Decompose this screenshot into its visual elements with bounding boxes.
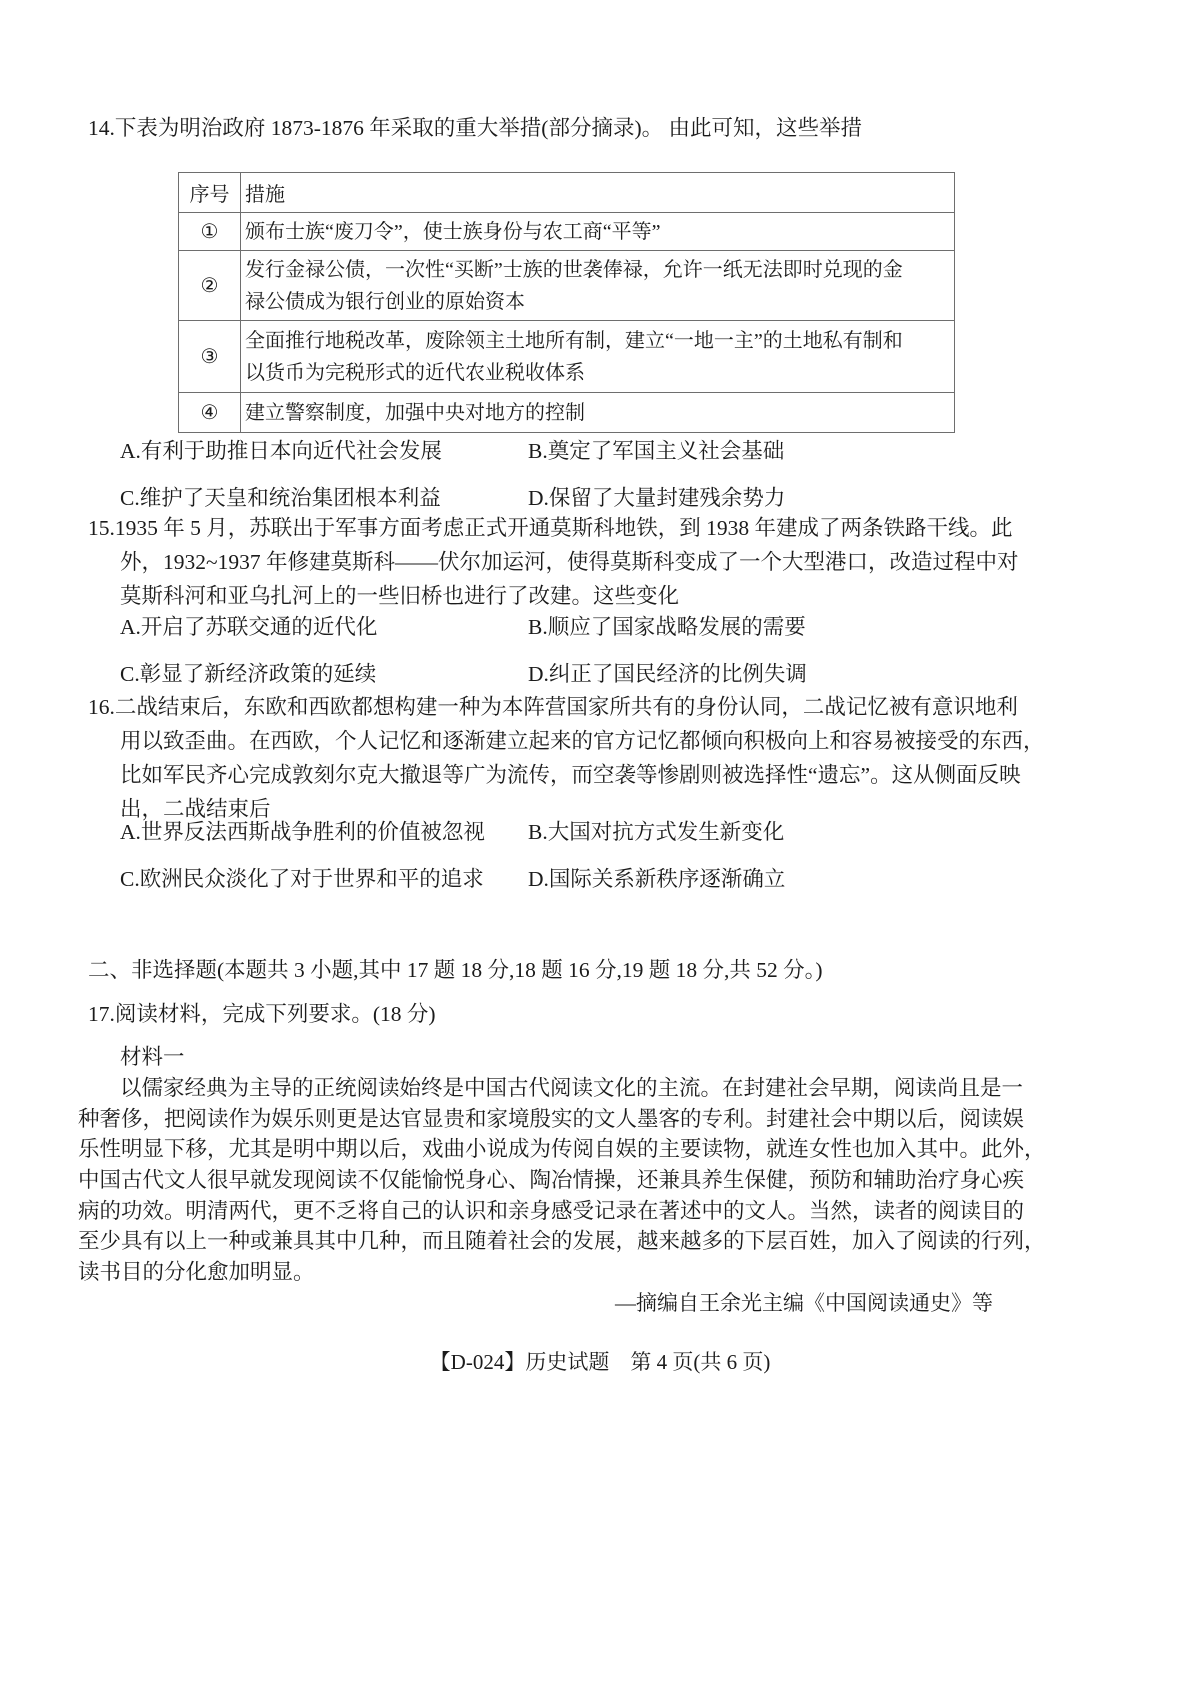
option-b: B.顺应了国家战略发展的需要 [528,615,806,639]
question-15-stem-line: 莫斯科河和亚乌扎河上的一些旧桥也进行了改建。这些变化 [120,584,680,608]
material-line: 以儒家经典为主导的正统阅读始终是中国古代阅读文化的主流。在封建社会早期，阅读尚且是一 [120,1076,1024,1100]
question-15-stem-line: 15.1935 年 5 月，苏联出于军事方面考虑正式开通莫斯科地铁，到 1938 年建成了两条铁路干线。此 [88,516,1013,540]
measure-line: 发行金禄公债，一次性“买断”士族的世袭俸禄，允许一纸无法即时兑现的金 [245,258,903,281]
material-line: 至少具有以上一种或兼具其中几种，而且随着社会的发展，越来越多的下层百姓，加入了阅读的行列， [78,1229,1046,1254]
measure-line: 全面推行地税改革，废除领主土地所有制，建立“一地一主”的土地私有制和 [245,329,903,352]
option-c: C.彰显了新经济政策的延续 [120,662,377,686]
row-measure [241,321,955,393]
row-measure [241,251,955,321]
row-number: ④ [179,393,241,433]
table-row [179,321,955,393]
column-header-measure: 措施 [241,173,955,213]
option-b: B.大国对抗方式发生新变化 [528,820,785,844]
measure-line: 建立警察制度，加强中央对地方的控制 [245,401,585,424]
row-number: ③ [179,321,241,393]
question-15-options [120,604,1028,698]
question-16-stem-line: 用以致歪曲。在西欧，个人记忆和逐渐建立起来的官方记忆都倾向积极向上和容易被接受的东西， [120,729,1045,753]
question-15 [88,511,1019,613]
measures-table [178,172,955,433]
material-line: 乐性明显下移，尤其是明中期以后，戏曲小说成为传阅自娱的主要读物，就连女性也加入其中。此外， [78,1137,1046,1162]
question-16-stem-line: 16.二战结束后，东欧和西欧都想构建一种为本阵营国家所共有的身份认同，二战记忆被有意识地利 [88,695,1018,719]
question-16-stem-line: 出，二战结束后 [120,797,271,821]
question-16 [88,690,1045,826]
material-line: 种奢侈，把阅读作为娱乐则更是达官显贵和家境殷实的文人墨客的专利。封建社会中期以后，阅读娱 [78,1106,1025,1131]
material-label-text: 材料一 [120,1045,185,1069]
question-17 [88,997,436,1031]
column-header-number: 序号 [179,173,241,213]
section-heading [88,953,823,987]
question-16-stem-line: 比如军民齐心完成敦刻尔克大撤退等广为流传，而空袭等惨剧则被选择性“遗忘”。这从侧面反映 [120,763,1021,787]
option-d: D.保留了大量封建残余势力 [528,486,786,510]
material-line: 中国古代文人很早就发现阅读不仅能愉悦身心、陶冶情操，还兼具养生保健，预防和辅助治疗身心疾 [78,1168,1025,1193]
question-16-options [120,809,1028,903]
question-14-options [120,428,1028,522]
option-c: C.维护了天皇和统治集团根本利益 [120,486,441,510]
option-d: D.国际关系新秩序逐渐确立 [528,867,786,891]
option-a: A.世界反法西斯战争胜利的价值被忽视 [120,820,485,844]
row-measure [241,393,955,433]
table-row [179,251,955,321]
material-line: 病的功效。明清两代，更不乏将自己的认识和亲身感受记录在著述中的文人。当然，读者的阅读目的 [78,1198,1025,1223]
material-line: 读书目的分化愈加明显。 [78,1260,315,1285]
row-measure [241,213,955,251]
row-number: ② [179,251,241,321]
material-paragraph [78,1073,1046,1288]
option-b: B.奠定了军国主义社会基础 [528,439,785,463]
measure-line: 以货币为完税形式的近代农业税收体系 [245,361,585,384]
measure-line: 禄公债成为银行创业的原始资本 [245,290,525,313]
question-15-stem-line: 外，1932~1937 年修建莫斯科——伏尔加运河，使得莫斯科变成了一个大型港口，改造过程中对 [120,550,1019,574]
option-d: D.纠正了国民经济的比例失调 [528,662,807,686]
row-number: ① [179,213,241,251]
option-a: A.有利于助推日本向近代社会发展 [120,439,442,463]
page-footer: 【D-024】历史试题 第 4 页(共 6 页) [429,1350,771,1374]
option-a: A.开启了苏联交通的近代化 [120,615,378,639]
material-source: —摘编自王余光主编《中国阅读通史》等 [615,1291,993,1315]
question-14 [88,111,862,145]
table-header-row [179,173,955,213]
measure-line: 颁布士族“废刀令”，使士族身份与农工商“平等” [245,220,661,243]
material-label [120,1040,185,1074]
question-14-stem: 14.下表为明治政府 1873-1876 年采取的重大举措(部分摘录)。 由此可知，这些举措 [88,116,862,140]
section-2-heading: 二、非选择题(本题共 3 小题,其中 17 题 18 分,18 题 16 分,19 题 18 分,共 52 分。) [88,958,823,982]
table-row [179,213,955,251]
option-c: C.欧洲民众淡化了对于世界和平的追求 [120,867,484,891]
question-17-stem: 17.阅读材料，完成下列要求。(18 分) [88,1002,436,1026]
table-row [179,393,955,433]
